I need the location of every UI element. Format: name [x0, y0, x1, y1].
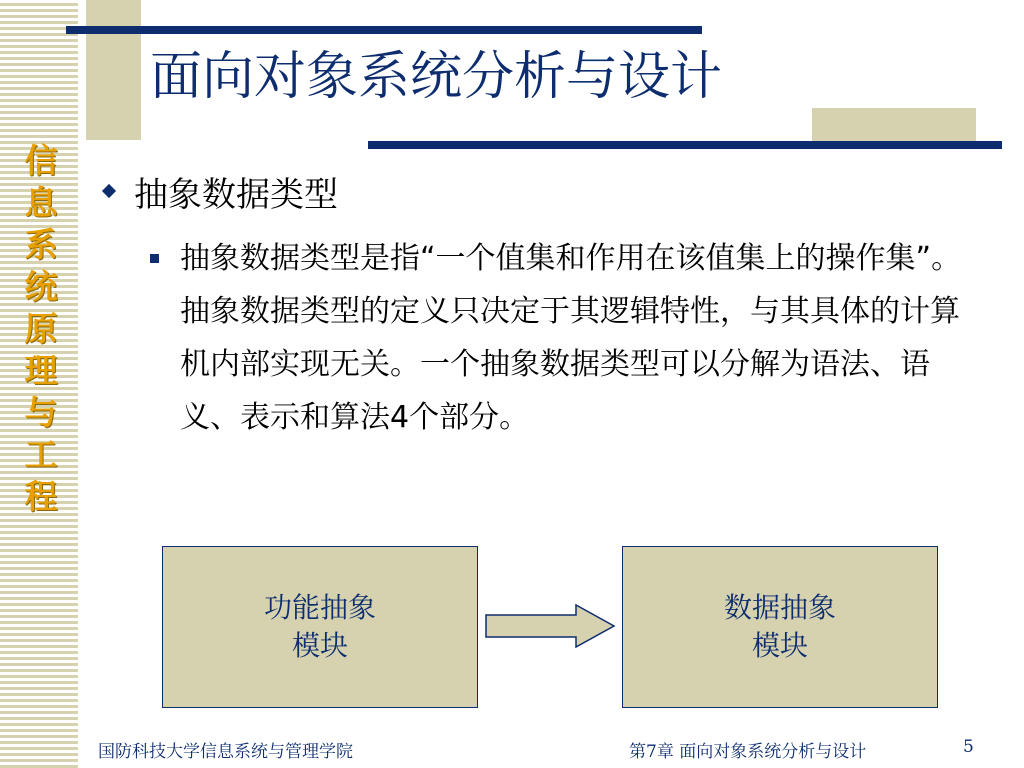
header-decor-block-right: [812, 108, 976, 144]
right-arrow-icon: [484, 604, 616, 648]
slide-title: 面向对象系统分析与设计: [150, 47, 723, 107]
bullet-level2: [150, 232, 980, 444]
header-rule-bottom: [368, 141, 1002, 149]
vertical-course-title: [18, 140, 64, 518]
vertical-title-char: 息: [24, 183, 58, 222]
vertical-title-char: 系: [24, 225, 58, 264]
vertical-title-char: 程: [24, 477, 58, 516]
box-label-line1: 数据抽象: [723, 591, 836, 624]
diamond-bullet-icon: [102, 184, 116, 198]
footer-page-number: 5: [963, 737, 974, 757]
vertical-title-char: 与: [24, 393, 58, 432]
vertical-title-char: 原: [24, 309, 58, 348]
square-bullet-icon: [150, 254, 159, 263]
bullet-level1: [104, 170, 338, 220]
footer-institution: 国防科技大学信息系统与管理学院: [98, 742, 353, 762]
vertical-title-char: 信: [24, 141, 58, 180]
header-rule-top: [66, 26, 702, 34]
bullet-level2-text: 抽象数据类型是指“一个值集和作用在该值集上的操作集”。抽象数据类型的定义只决定于其逻辑特性，与其具体的计算机内部实现无关。一个抽象数据类型可以分解为语法、语义、表示和算法4个部分。: [180, 241, 962, 435]
footer-chapter: 第7章 面向对象系统分析与设计: [629, 742, 867, 762]
vertical-title-char: 统: [24, 267, 58, 306]
box-label-line2: 模块: [291, 629, 348, 662]
functional-abstraction-module-box: [162, 546, 478, 708]
vertical-title-char: 工: [24, 435, 58, 474]
header-decor-block-left: [86, 0, 141, 140]
bullet-level1-text: 抽象数据类型: [134, 175, 338, 215]
box-label-line2: 模块: [751, 629, 808, 662]
vertical-title-char: 理: [24, 351, 58, 390]
box-label-line1: 功能抽象: [263, 591, 376, 624]
data-abstraction-module-box: [622, 546, 938, 708]
